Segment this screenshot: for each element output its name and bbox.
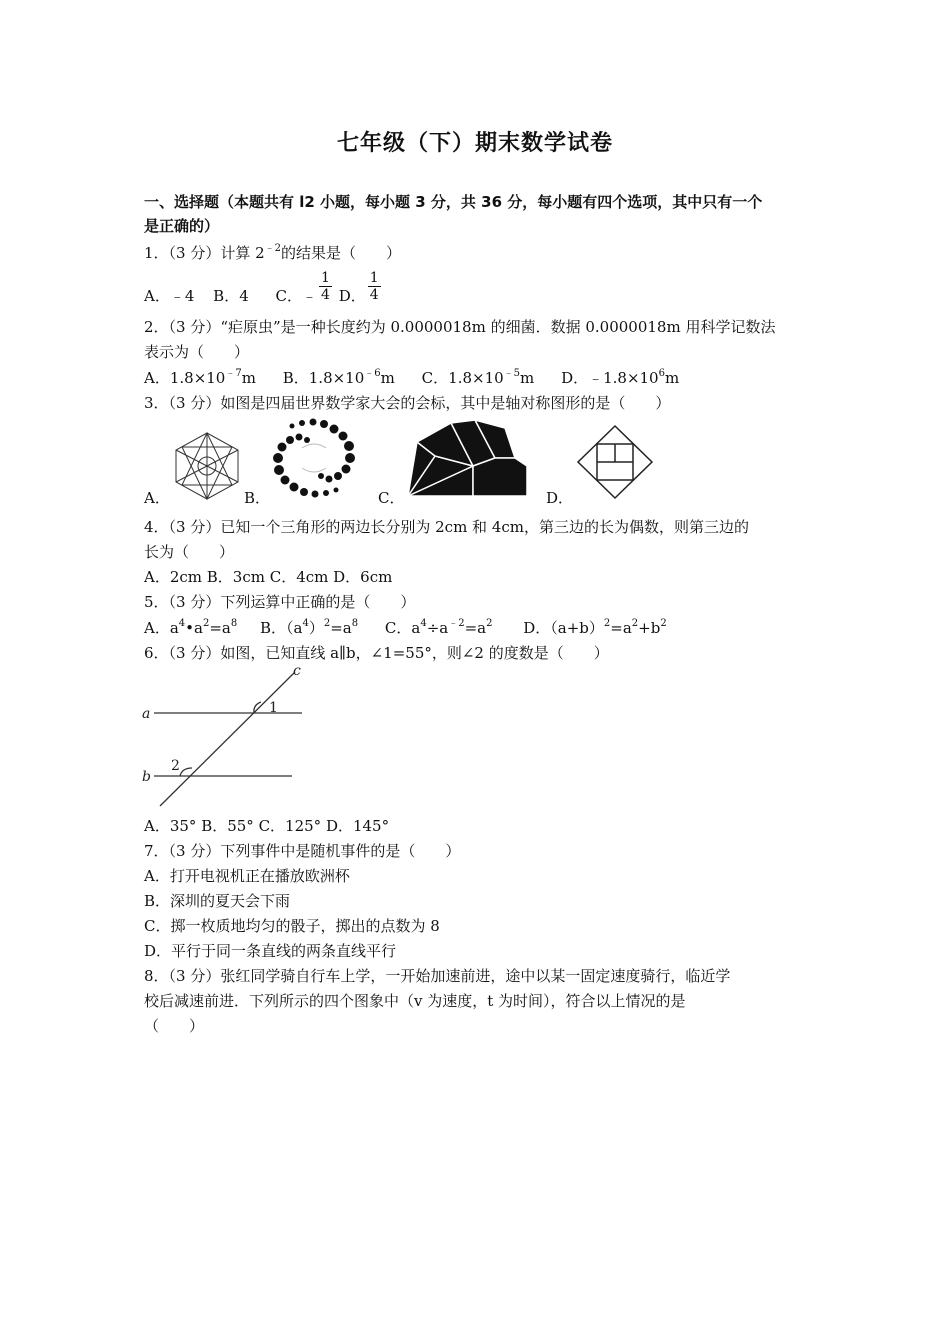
q2-option-d: D．$﹣1.8\times 10^6m$ [561,368,680,387]
q3-option-a-label: A． [144,489,170,507]
q3-figure-c-triangle-fan-logo [405,418,530,498]
q1-stem: 1．（3 分）计算 $2^{﹣2}$的结果是（ ） [144,243,402,262]
q8-stem-line3: （ ） [144,1017,205,1035]
q4-stem-line2: 长为（ ） [144,543,235,561]
q3-stem: 3．（3 分）如图是四届世界数学家大会的会标，其中是轴对称图形的是（ ） [144,394,671,412]
q1-options [144,270,383,303]
q6-figure-parallel-lines [140,664,310,810]
q5-option-c: C．$a^4\div a^{﹣2}=a^2$ [384,618,493,637]
q3-figure-a-star-logo [170,430,245,502]
q7-option-b: B．深圳的夏天会下雨 [144,892,291,910]
q1-option-a: A．﹣4 [144,286,195,305]
q3-option-d-label: D． [546,489,574,507]
label-angle-2: 2 [171,758,180,774]
q2-option-a: A．$1.8\times 10^{﹣7}m$ [144,368,256,387]
q2-options [144,368,679,388]
q2-option-b: B．$1.8\times 10^{﹣6}m$ [282,368,395,387]
q4-stem-line1: 4．（3 分）已知一个三角形的两边长分别为 2cm 和 4cm，第三边的长为偶数，则第三边的 [144,518,749,536]
q1-option-b: B．4 [213,286,249,305]
q4-options: A．2cm B．3cm C．4cm D．6cm [144,568,393,586]
q3-option-b-label: B． [244,489,271,507]
q7-option-d: D．平行于同一条直线的两条直线平行 [144,942,397,960]
q1-option-d: D． [338,286,366,305]
q2-option-c: C．$1.8\times 10^{﹣5}m$ [421,368,535,387]
q7-option-c: C．掷一枚质地均匀的骰子，掷出的点数为 8 [144,917,440,935]
q6-stem: 6．（3 分）如图，已知直线 a∥b，∠1=55°，则∠2 的度数是（ ） [144,644,609,662]
angle-2-arc [180,768,192,776]
q1-option-c: C．﹣ [275,286,318,305]
q5-options [144,618,667,638]
label-c: c [293,664,301,679]
q3-figure-d-square-pinwheel-logo [575,424,655,500]
label-angle-1: 1 [269,700,278,716]
q5-option-b: B．$(a^4)^2=a^8$ [260,618,359,637]
label-a: a [142,706,151,722]
q5-option-d: D．$(a+b)^2=a^2+b^2$ [523,618,667,637]
q6-options: A．35° B．55° C．125° D．145° [144,817,390,835]
section-heading-line1: 一、选择题（本题共有 l2 小题，每小题 3 分，共 36 分，每小题有四个选项，其中只有一个 [144,193,763,211]
q2-stem-line1: 2．（3 分）“疟原虫”是一种长度约为 0.0000018m 的细菌．数据 0.0000018m 用科学记数法 [144,318,776,336]
q1-fraction-d: $\frac{1}{4}$ [369,270,379,303]
q3-figure-b-spiral-logo [272,418,357,498]
q5-stem: 5．（3 分）下列运算中正确的是（ ） [144,593,416,611]
q5-option-a: A．$a^4•a^2=a^8$ [144,618,238,637]
q3-option-c-label: C． [378,489,405,507]
page-title: 七年级（下）期末数学试卷 [336,131,613,156]
line-c [160,672,295,806]
section-heading-line2: 是正确的） [144,217,220,235]
label-b: b [142,769,151,785]
q8-stem-line1: 8．（3 分）张红同学骑自行车上学，一开始加速前进，途中以某一固定速度骑行，临近学 [144,967,731,985]
q2-stem-line2: 表示为（ ） [144,343,250,361]
q8-stem-line2: 校后减速前进．下列所示的四个图象中（v 为速度，t 为时间），符合以上情况的是 [144,992,686,1010]
q7-option-a: A．打开电视机正在播放欧洲杯 [144,867,350,885]
q1-fraction-c: $\frac{1}{4}$ [321,270,330,303]
section-heading [144,190,814,238]
q7-stem: 7．（3 分）下列事件中是随机事件的是（ ） [144,842,461,860]
